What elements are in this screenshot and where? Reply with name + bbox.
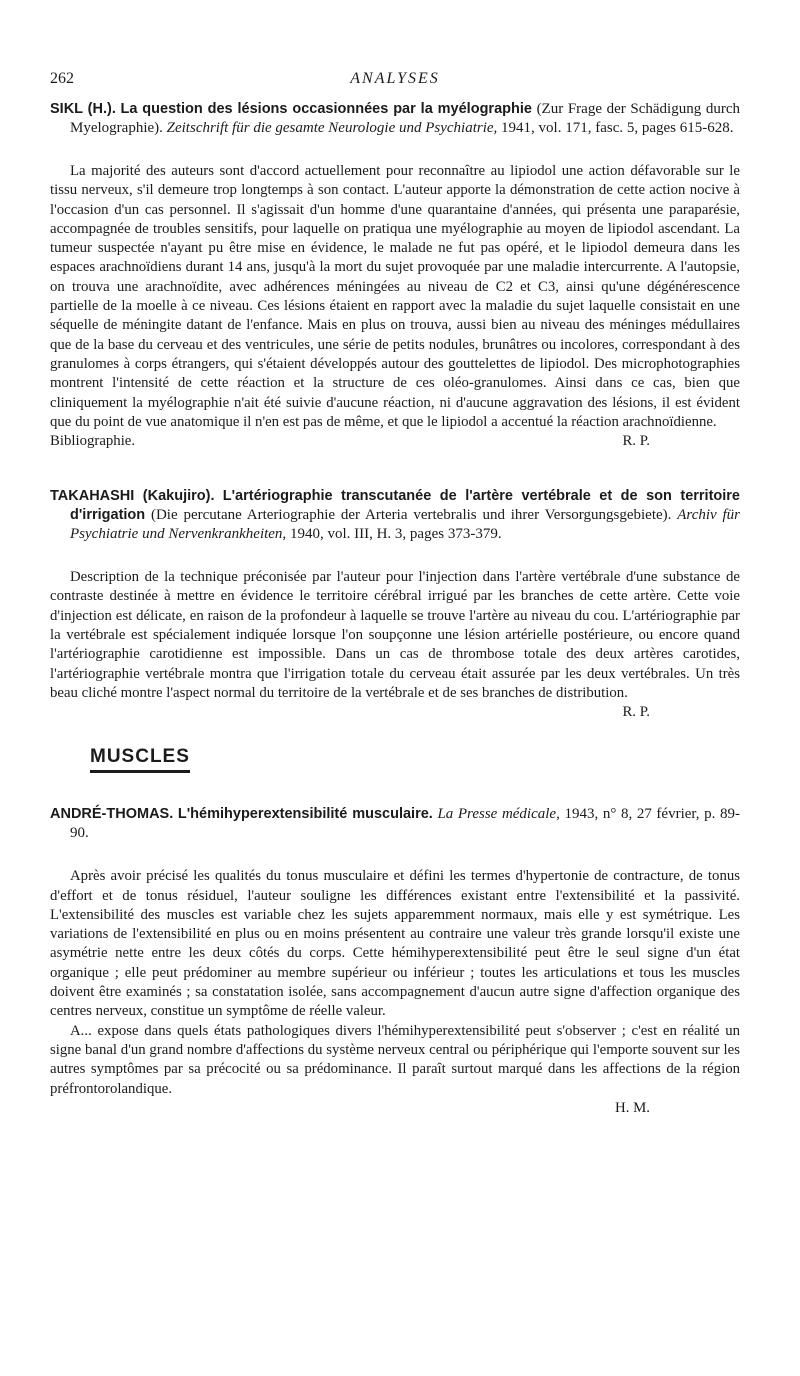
article-reference	[50, 487, 740, 544]
running-title: ANALYSES	[350, 70, 440, 87]
reviewer-signature: R. P.	[622, 433, 650, 450]
article-body: A... expose dans quels états pathologiques divers l'hémihyperextensibilité peut s'observer ; c'est en réalité un signe banal d'un grand nombre d'affections du système nerveux central ou périphérique qui l'emporte souvent sur les autres symptômes par sa précocité ou sa prédominance. Il paraît surtout marqué dans les affections de la région préfrontorolandique.	[50, 1022, 740, 1097]
article-title: La question des lésions occasionnées par la myélographie	[120, 101, 532, 117]
article-citation: 1940, vol. III, H. 3, pages 373-379.	[289, 526, 502, 543]
article-author: ANDRÉ-THOMAS.	[50, 806, 174, 823]
article-journal: La Presse médicale,	[437, 806, 560, 823]
reviewer-signature: R. P.	[622, 704, 650, 721]
article-original-title: (Zur Frage der Schädigung durch Myelographie).	[70, 101, 740, 136]
article-body: Après avoir précisé les qualités du tonus musculaire et défini les termes d'hypertonie de contracture, de tonus d'effort et de tonus résiduel, l'auteur souligne les différences existant entre l'extensibilité et la passivité. L'extensibilité des muscles est variable chez les sujets apparemment normaux, mais elle y est symétrique. Les variations de l'extensibilité en plus ou en moins présentent au contraire une valeur très grande lorsqu'il existe une asymétrie nette entre les deux côtés du corps. Cette hémihyperextensibilité peut être le seul signe d'un état organique ; elle peut prédominer au membre supérieur ou inférieur ; toutes les articulations et tous les muscles doivent être examinés ; sa constatation isolée, sans accompagnement d'aucun autre signe d'affection organique des centres nerveux, constitue un symptôme de réelle valeur.	[50, 868, 740, 1020]
article-body: Description de la technique préconisée par l'auteur pour l'injection dans l'artère vertébrale d'une substance de contraste destinée à mettre en évidence le territoire cérébral irrigué par les branches de cette artère. Cette voie d'injection est délicate, en raison de la profondeur à laquelle se trouve l'artère au niveau du cou. L'artériographie par la vertébrale est spécialement indiquée lorsque l'on soupçonne une lésion artérielle postérieure, ou encore quand l'artériographie carotidienne est impossible. Dans un cas de thrombose totale des deux artères carotides, l'artériographie vertébrale montra que l'irrigation totale du cerveau était assurée par les deux vertébrales. Un très beau cliché montre l'aspect normal du territoire de la vertébrale et de ses branches de distribution.	[50, 569, 740, 701]
reviewer-signature: H. M.	[615, 1099, 650, 1116]
article-title: L'hémihyperextensibilité musculaire.	[177, 806, 433, 823]
article-citation: 1941, vol. 171, fasc. 5, pages 615-628.	[501, 120, 734, 136]
article-author: SIKL (H.).	[50, 101, 116, 117]
article-reference	[50, 100, 740, 138]
article-citation: 1943, n° 8, 27 février, p. 89-90.	[70, 806, 741, 842]
bibliography-note: Bibliographie.	[50, 433, 136, 450]
page-number: 262	[50, 70, 74, 87]
article-original-title: (Die percutane Arteriographie der Arteria vertebralis und ihrer Versorgungsgebiete).	[150, 507, 672, 524]
article-reference	[50, 805, 740, 843]
article-author: TAKAHASHI (Kakujiro).	[50, 488, 215, 505]
section-heading: MUSCLES	[90, 746, 190, 773]
running-head	[50, 70, 740, 96]
article-journal: Zeitschrift für die gesamte Neurologie und Psychiatrie,	[166, 120, 498, 136]
article-body: La majorité des auteurs sont d'accord actuellement pour reconnaître au lipiodol une action défavorable sur le tissu nerveux, s'il demeure trop longtemps à son contact. L'auteur apporte la démonstration de cette action nocive à l'occasion d'un cas personnel. Il s'agissait d'un homme d'une quarantaine d'années, qui présenta une paraparésie, accompagnée de troubles sensitifs, pour laquelle on pratiqua une myélographie au moyen de lipiodol ascendant. La tumeur suspectée n'ayant pu être mise en évidence, le malade ne fut pas opéré, et le lipiodol demeura dans les espaces arachnoïdiens durant 14 ans, jusqu'à la mort du sujet provoquée par une maladie intercurrente. A l'autopsie, on trouva une arachnoïdite, avec adhérences méningées au niveau de C2 et C3, ainsi qu'une dégénérescence partielle de la moelle à ce niveau. Ces lésions étaient en rapport avec la maladie du sujet laquelle consistait en une séquelle de méningite datant de l'enfance. Mais en plus on trouva, aussi bien au niveau des méninges médullaires que de la base du cerveau et des ventricules, une série de petits nodules, brunâtres ou incolores, correspondant à des granulomes à corps étrangers, qui s'étaient développés autour des gouttelettes de lipiodol. Des microphotographies montrent l'intensité de cette réaction et la structure de ces oléo-granulomes. Ainsi dans ce cas, bien que cliniquement la myélographie n'ait été suivie d'aucune réaction, ni d'aucune aggravation des lésions, il est évident que du point de vue anatomique il n'en est pas de même, et que le lipiodol a accentué la réaction arachnoïdienne.	[50, 163, 740, 430]
page-content	[50, 70, 740, 1118]
article-footer	[50, 432, 740, 451]
article-journal: Archiv für Psychiatrie und Nervenkrankheiten,	[70, 507, 741, 543]
article-title: L'artériographie transcutanée de l'artère vertébrale et de son territoire d'irrigation	[70, 488, 740, 524]
